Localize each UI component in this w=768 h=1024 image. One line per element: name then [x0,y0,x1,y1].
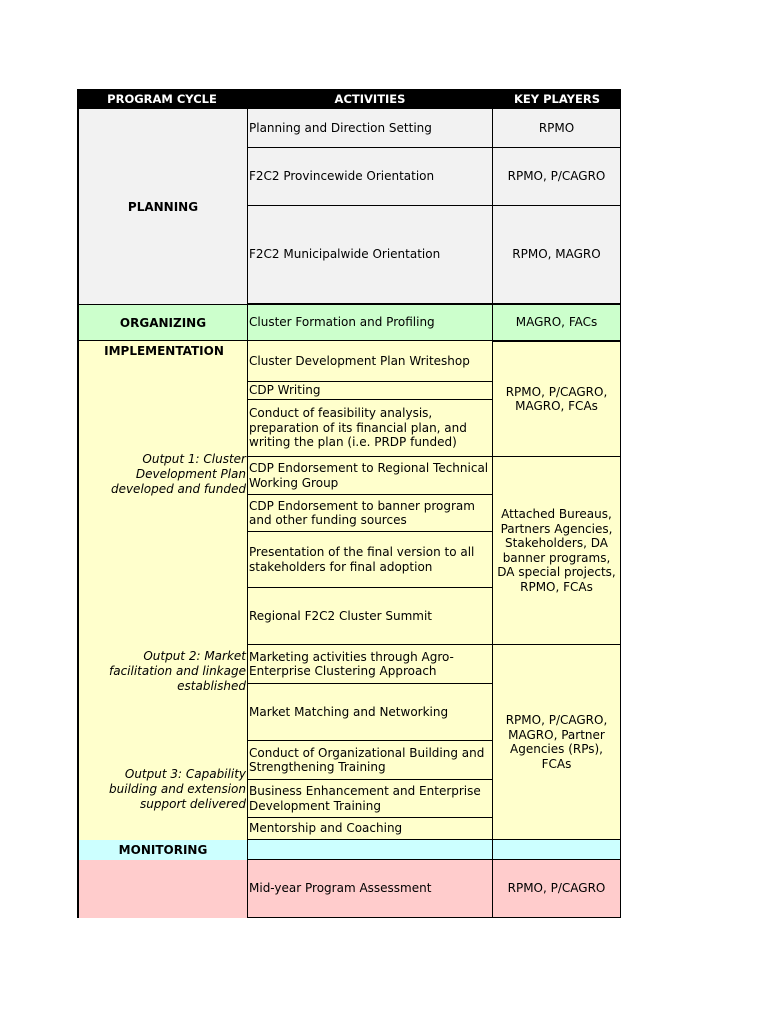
activity-cell: Cluster Formation and Profiling [247,304,493,341]
activity-cell: CDP Endorsement to banner program and other funding sources [247,495,493,532]
phase-implementation-column [77,341,247,840]
activity-cell: Business Enhancement and Enterprise Development Training [247,780,493,818]
monitoring-cycle-cell [77,860,247,918]
phase-organizing: ORGANIZING [77,304,247,341]
activity-cell: F2C2 Municipalwide Orientation [247,206,493,304]
key-players-cell: RPMO, P/CAGRO, MAGRO, Partner Agencies (RPs), FCAs [493,645,621,840]
activity-cell: Mentorship and Coaching [247,818,493,840]
key-players-cell: RPMO, MAGRO [493,206,621,304]
key-players-cell: RPMO, P/CAGRO, MAGRO, FCAs [493,341,621,457]
activity-cell-empty [247,840,493,860]
activity-cell: Market Matching and Networking [247,684,493,741]
phase-monitoring: MONITORING [77,840,247,860]
header-activities: ACTIVITIES [247,89,493,109]
key-players-cell: MAGRO, FACs [493,304,621,341]
header-program-cycle: PROGRAM CYCLE [77,89,247,109]
activity-cell: Conduct of feasibility analysis, preparation of its financial plan, and writing the plan (i.e. PRDP funded) [247,400,493,457]
key-players-cell: RPMO, P/CAGRO [493,148,621,206]
activity-cell: CDP Endorsement to Regional Technical Working Group [247,457,493,495]
activity-cell: Regional F2C2 Cluster Summit [247,588,493,645]
key-players-cell: Attached Bureaus, Partners Agencies, Stakeholders, DA banner programs, DA special projects, RPMO, FCAs [493,457,621,645]
output-2-label: Output 2: Market facilitation and linkage established [108,649,246,693]
output-1-label: Output 1: Cluster Development Plan developed and funded [110,452,246,496]
key-players-cell: RPMO [493,109,621,148]
activity-cell: Marketing activities through Agro-Enterprise Clustering Approach [247,645,493,684]
activity-cell: Conduct of Organizational Building and Strengthening Training [247,741,493,780]
activity-cell: Presentation of the final version to all stakeholders for final adoption [247,532,493,588]
phase-planning: PLANNING [77,109,247,304]
phase-implementation: IMPLEMENTATION [104,344,224,358]
output-3-label: Output 3: Capability building and extension support delivered [109,767,246,811]
activity-cell: CDP Writing [247,382,493,400]
activity-cell: F2C2 Provincewide Orientation [247,148,493,206]
key-players-cell-empty [493,840,621,860]
key-players-cell: RPMO, P/CAGRO [493,860,621,918]
header-key-players: KEY PLAYERS [493,89,621,109]
activity-cell: Planning and Direction Setting [247,109,493,148]
activity-cell: Mid-year Program Assessment [247,860,493,918]
activity-cell: Cluster Development Plan Writeshop [247,341,493,382]
